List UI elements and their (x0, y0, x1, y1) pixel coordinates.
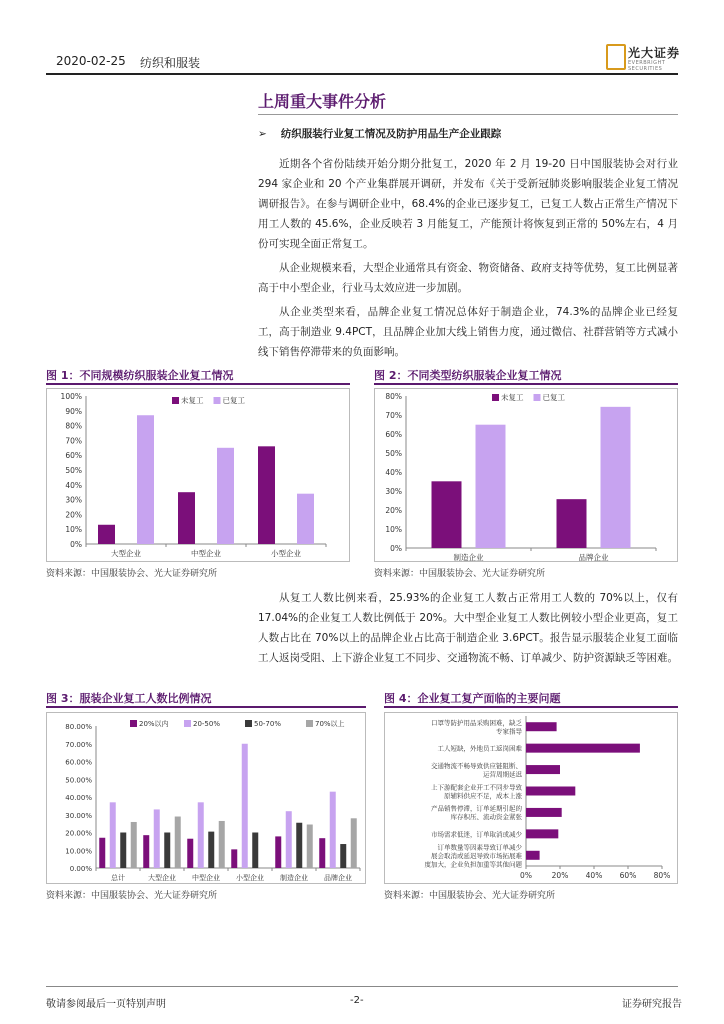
chart-frame (375, 389, 678, 562)
y-tick-label: 70.00% (65, 740, 92, 749)
category-label: 订单数量等因素导致订单减少 (437, 843, 522, 852)
bar-1-1 (99, 838, 105, 868)
legend-swatch-1 (492, 394, 499, 401)
y-tick-label: 50% (65, 466, 82, 475)
legend-label-2: 已复工 (542, 393, 565, 402)
legend-swatch-1 (172, 397, 179, 404)
legend-swatch-3 (245, 720, 252, 727)
bar-3-1 (187, 839, 193, 868)
paragraph-4: 从复工人数比例来看，25.93%的企业复工人数占正常用工人数的 70%以上，仅有 17.04%的企业复工人数比例低于 20%。大中型企业复工人数比例较小型企业更高，复工人数占比在 70%以上的品牌企业占比高于制造企业 3.6PCT。报告显示服装企业复工面临工人返岗受阻、上下游企业复工不同步、交通物流不畅、订单减少、防护资源缺乏等困难。 (258, 592, 678, 664)
paragraph-1: 近期各个省份陆续开始分期分批复工，2020 年 2 月 19-20 日中国服装协会对行业 294 家企业和 20 个产业集群展开调研，并发布《关于受新冠肺炎影响服装企业复工情况调研报告》。在参与调研企业中，68.4%的企业已逐步复工，已复工人数占正常生产情况下用工人数的 45.6%，企业反映若 3 月能复工，产能预计将恢复到正常的 50%左右，4 月份可实现全面正常复工。 (258, 158, 678, 250)
logo-subtext: EVERBRIGHT SECURITIES (628, 60, 666, 72)
legend-swatch-4 (306, 720, 313, 727)
category-label: 上下游配套企业开工不同步导致 (431, 783, 522, 792)
x-tick-label: 总计 (111, 874, 125, 882)
bar-6-2 (330, 792, 336, 868)
bar-2-4 (175, 817, 181, 868)
category-label: 口罩等防护用品采购困难，缺乏 (431, 718, 522, 727)
figure-2-source: 资料来源：中国服装协会、光大证券研究所 (374, 569, 546, 579)
bar-2-3 (164, 833, 170, 869)
y-tick-label: 40.00% (65, 794, 92, 802)
category-label: 展会取消或延迟导致市场拓展难 (431, 851, 522, 860)
x-tick-label: 品牌企业 (578, 553, 609, 562)
footer-divider (46, 986, 678, 987)
bar-1-1 (98, 525, 115, 544)
category-label: 度加大，企业负担加重等其他问题 (424, 860, 522, 869)
category-label: 市场需求低迷，订单取消或减少 (431, 830, 522, 839)
figure-1-source: 资料来源：中国服装协会、光大证券研究所 (46, 569, 218, 579)
x-tick-label: 0% (520, 871, 532, 880)
bar-6 (526, 829, 558, 838)
logo-text: 光大证券 (628, 46, 681, 60)
footer-disclaimer-link[interactable]: 敬请参阅最后一页特别声明 (46, 999, 166, 1010)
bar-5 (526, 808, 562, 817)
legend-label-2: 已复工 (222, 396, 245, 405)
bar-4-1 (231, 849, 237, 868)
category-label: 原辅料供应不足，成本上涨 (444, 791, 522, 800)
bar-6-4 (351, 818, 357, 868)
y-tick-label: 40% (385, 468, 402, 477)
bullet-text: 纺织服装行业复工情况及防护用品生产企业跟踪 (280, 128, 502, 140)
legend-swatch-2 (534, 394, 541, 401)
bar-6-1 (319, 838, 325, 868)
figure-3-rule (46, 706, 366, 708)
y-tick-label: 20% (385, 506, 402, 515)
legend-swatch-2 (214, 397, 221, 404)
y-tick-label: 0% (390, 544, 402, 553)
legend-label-1: 20%以内 (139, 720, 169, 728)
x-tick-label: 小型企业 (271, 549, 301, 558)
y-tick-label: 90% (65, 406, 82, 416)
bar-5-4 (307, 825, 313, 868)
category-label: 交通物流不畅导致供应链阻断、 (431, 761, 522, 770)
legend-label-1: 未复工 (501, 393, 524, 402)
section-bullet (258, 126, 501, 141)
bar-7 (526, 851, 540, 860)
figure-3-chart (46, 712, 366, 884)
y-tick-label: 50.00% (65, 776, 92, 785)
bar-6-3 (340, 844, 346, 868)
logo-mark-icon (606, 44, 626, 70)
y-tick-label: 30.00% (65, 811, 92, 820)
legend-swatch-1 (130, 720, 137, 727)
bar-3-2 (297, 494, 314, 544)
x-tick-label: 制造企业 (453, 553, 484, 562)
section-title: 上周重大事件分析 (258, 92, 387, 111)
y-tick-label: 70% (385, 411, 402, 420)
y-tick-label: 10% (65, 525, 82, 535)
y-tick-label: 30% (385, 487, 402, 496)
x-tick-label: 60% (619, 871, 637, 880)
bar-5-1 (275, 836, 281, 868)
category-label: 工人短缺，外地员工返岗困难 (437, 744, 522, 753)
figure-2-title: 图 2：不同类型纺织服装企业复工情况 (374, 369, 562, 382)
bar-1-3 (120, 833, 126, 869)
bar-3-4 (219, 821, 225, 868)
bar-2 (526, 744, 640, 753)
bar-3-1 (258, 446, 275, 544)
report-sector: 纺织和服装 (140, 56, 201, 70)
x-tick-label: 品牌企业 (324, 874, 352, 882)
paragraph-2: 从企业规模来看，大型企业通常具有资金、物资储备、政府支持等优势，复工比例显著高于中小型企业，行业马太效应进一步加剧。 (258, 262, 678, 294)
figure-3-title: 图 3：服装企业复工人数比例情况 (46, 692, 212, 705)
figure-2-rule (374, 383, 678, 385)
bar-2-2 (601, 407, 631, 548)
y-tick-label: 80% (65, 421, 82, 431)
bar-5-2 (286, 811, 292, 868)
y-tick-label: 20% (65, 510, 82, 520)
x-tick-label: 40% (585, 871, 603, 880)
category-label: 运营周期延迟 (483, 770, 522, 779)
y-tick-label: 40% (65, 480, 82, 490)
x-tick-label: 20% (551, 871, 569, 880)
bar-1 (526, 722, 557, 731)
bar-2-2 (154, 809, 160, 868)
bar-5-3 (296, 823, 302, 868)
figure-3-source: 资料来源：中国服装协会、光大证券研究所 (46, 891, 218, 901)
y-tick-label: 10.00% (65, 847, 92, 856)
bar-4 (526, 787, 575, 796)
bar-2-1 (143, 835, 149, 868)
category-label: 产品销售停滞，订单延期引起的 (431, 804, 522, 813)
bar-2-2 (217, 448, 234, 544)
x-tick-label: 大型企业 (111, 549, 141, 558)
bar-2-1 (178, 492, 195, 544)
bar-1-1 (432, 481, 462, 548)
bar-4-2 (242, 744, 248, 868)
category-label: 库存积压、流动资金紧张 (450, 813, 522, 822)
category-label: 专家指导 (496, 727, 522, 736)
report-date: 2020-02-25 (56, 54, 126, 68)
x-tick-label: 中型企业 (192, 874, 220, 882)
y-tick-label: 80% (385, 392, 402, 401)
bar-1-2 (110, 802, 116, 868)
y-tick-label: 70% (65, 436, 82, 446)
x-tick-label: 制造企业 (280, 874, 308, 882)
figure-4-source: 资料来源：中国服装协会、光大证券研究所 (384, 891, 556, 901)
legend-swatch-2 (184, 720, 191, 727)
figure-1-title: 图 1：不同规模纺织服装企业复工情况 (46, 369, 234, 382)
x-tick-label: 中型企业 (191, 549, 221, 558)
bar-3-2 (198, 802, 204, 868)
brand-logo (606, 44, 686, 72)
y-tick-label: 0% (70, 540, 82, 549)
y-tick-label: 30% (65, 495, 82, 505)
legend-label-4: 70%以上 (315, 720, 345, 728)
figure-1-rule (46, 383, 350, 385)
footer-report-type: 证券研究报告 (622, 999, 682, 1010)
bar-1-2 (476, 425, 506, 548)
page-number: -2- (350, 995, 364, 1006)
y-tick-label: 10% (385, 525, 402, 534)
legend-label-1: 未复工 (181, 396, 204, 405)
figure-1-chart (46, 388, 350, 562)
header-divider (46, 73, 678, 75)
x-tick-label: 大型企业 (148, 874, 176, 882)
y-tick-label: 60.00% (65, 758, 92, 767)
y-tick-label: 20.00% (65, 829, 92, 838)
y-tick-label: 80.00% (65, 723, 92, 731)
y-tick-label: 0.00% (69, 865, 92, 873)
paragraph-3: 从企业类型来看，品牌企业复工情况总体好于制造企业，74.3%的品牌企业已经复工，高于制造业 9.4PCT，且品牌企业加大线上销售力度，通过微信、社群营销等方式减小线下销售停滞带来的负面影响。 (258, 306, 678, 358)
y-tick-label: 50% (385, 449, 402, 458)
figure-4-title: 图 4：企业复工复产面临的主要问题 (384, 692, 561, 705)
y-tick-label: 60% (65, 451, 82, 461)
y-tick-label: 100% (60, 392, 82, 401)
legend-label-2: 20-50% (193, 720, 220, 728)
bar-1-2 (137, 415, 154, 544)
chart-frame (47, 713, 366, 884)
x-tick-label: 小型企业 (236, 874, 264, 882)
bar-3 (526, 765, 560, 774)
figure-2-chart (374, 388, 678, 562)
bar-4-3 (252, 833, 258, 869)
y-tick-label: 60% (385, 430, 402, 439)
figure-4-rule (384, 706, 678, 708)
legend-label-3: 50-70% (254, 720, 281, 728)
bar-3-3 (208, 832, 214, 868)
figure-4-chart (384, 712, 678, 884)
x-tick-label: 80% (653, 871, 671, 880)
bar-1-4 (131, 822, 137, 868)
bar-2-1 (557, 499, 587, 548)
arrow-bullet-icon: ➢ (258, 128, 267, 140)
section-divider (258, 114, 678, 115)
